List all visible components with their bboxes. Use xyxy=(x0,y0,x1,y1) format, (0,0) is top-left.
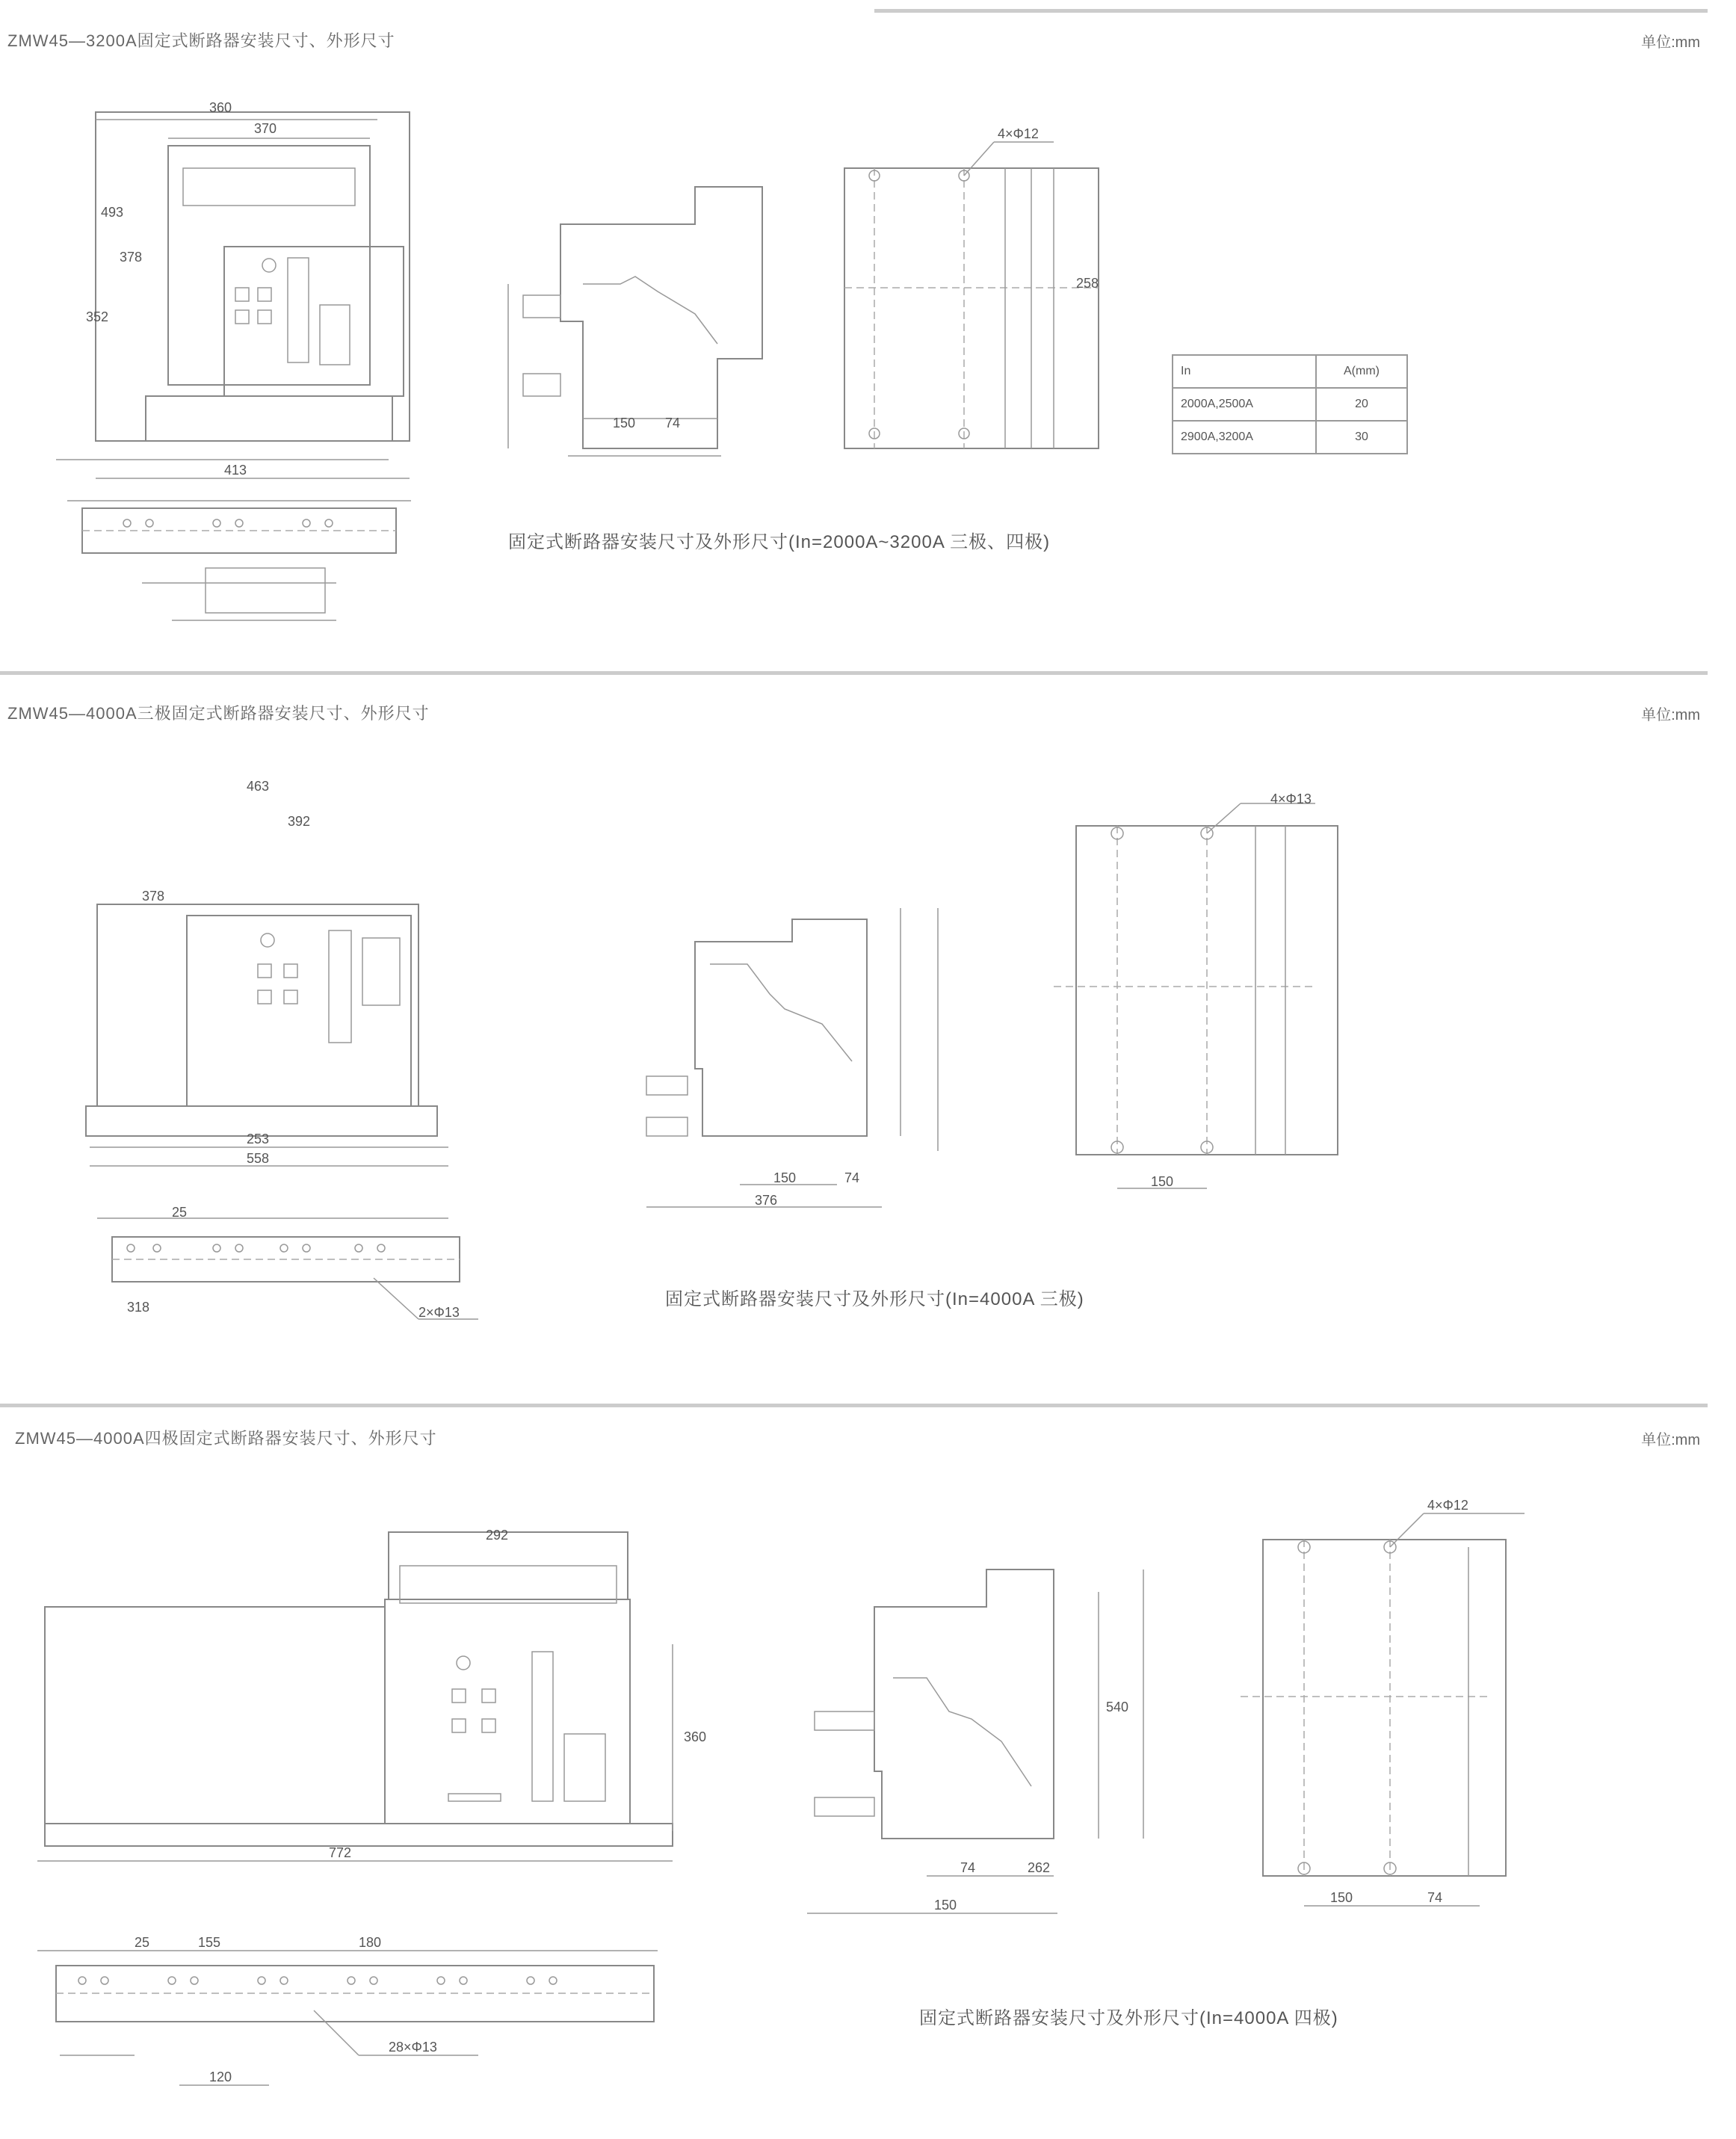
dim-label: 370 xyxy=(254,121,277,136)
dim-label: 4×Φ12 xyxy=(998,126,1039,141)
dim-label: 540 xyxy=(1106,1700,1129,1714)
section-2-unit: 单位:mm xyxy=(1641,707,1700,723)
dim-label: 392 xyxy=(288,814,311,829)
dim-label: 318 xyxy=(127,1300,150,1315)
dim-label: 155 xyxy=(198,1935,221,1950)
s1-side-view xyxy=(508,187,762,456)
dim-label: 2×Φ13 xyxy=(418,1305,460,1320)
dim-label: 150 xyxy=(1330,1890,1353,1905)
dim-label: 74 xyxy=(844,1170,860,1185)
section-2-caption: 固定式断路器安装尺寸及外形尺寸(In=4000A 三极) xyxy=(665,1289,1084,1309)
dim-label: 253 xyxy=(247,1132,270,1146)
dim-label: 150 xyxy=(934,1898,957,1913)
dim-label: 558 xyxy=(247,1151,270,1166)
dim-label: 4×Φ12 xyxy=(1427,1498,1468,1513)
s3-busbar-view xyxy=(37,1935,658,2085)
table-header-cell: In xyxy=(1173,355,1316,388)
dim-label: 413 xyxy=(224,463,247,478)
dim-label: 376 xyxy=(755,1193,778,1208)
table-cell: 2000A,2500A xyxy=(1173,388,1316,421)
section-1-title: ZMW45—3200A固定式断路器安装尺寸、外形尺寸 xyxy=(7,31,395,50)
dim-label: 25 xyxy=(172,1205,188,1220)
dim-label: 378 xyxy=(142,889,165,904)
dim-label: 292 xyxy=(486,1528,509,1543)
dim-label: 378 xyxy=(120,250,143,265)
s3-mounting-view xyxy=(1241,1498,1525,1906)
section-1-caption: 固定式断路器安装尺寸及外形尺寸(In=2000A~3200A 三极、四极) xyxy=(508,532,1051,552)
dim-label: 463 xyxy=(247,779,270,794)
dim-label: 150 xyxy=(613,416,636,430)
dim-label: 360 xyxy=(684,1729,707,1744)
table-header-cell: A(mm) xyxy=(1316,355,1407,388)
section-1-unit: 单位:mm xyxy=(1641,34,1700,51)
dim-label: 4×Φ13 xyxy=(1270,791,1312,806)
dim-label: 150 xyxy=(773,1170,797,1185)
dim-label: 493 xyxy=(101,205,124,220)
s2-mounting-view xyxy=(1054,791,1338,1189)
s1-mounting-view xyxy=(844,126,1099,448)
s2-side-view xyxy=(646,908,938,1208)
dim-label: 262 xyxy=(1028,1860,1051,1875)
dim-label: 74 xyxy=(960,1860,976,1875)
section-3-unit: 单位:mm xyxy=(1641,1432,1700,1448)
table-cell: 2900A,3200A xyxy=(1173,421,1316,454)
dim-label: 352 xyxy=(86,309,109,324)
dim-label: 150 xyxy=(1151,1174,1174,1189)
s3-side-view xyxy=(807,1569,1143,1913)
s1-busbar-view xyxy=(67,501,411,620)
section-3-caption: 固定式断路器安装尺寸及外形尺寸(In=4000A 四极) xyxy=(919,2008,1338,2028)
dim-label: 772 xyxy=(329,1845,352,1860)
dim-label: 360 xyxy=(209,100,232,115)
section-2-title: ZMW45—4000A三极固定式断路器安装尺寸、外形尺寸 xyxy=(7,704,430,723)
s1-front-view xyxy=(56,100,410,478)
section-3-title: ZMW45—4000A四极固定式断路器安装尺寸、外形尺寸 xyxy=(15,1429,437,1448)
table-cell: 30 xyxy=(1316,421,1407,454)
dim-label: 28×Φ13 xyxy=(389,2040,437,2055)
s3-front-view xyxy=(37,1528,706,1861)
table-cell: 20 xyxy=(1316,388,1407,421)
dim-label: 258 xyxy=(1076,276,1099,291)
dim-label: 74 xyxy=(665,416,681,430)
s2-front-view xyxy=(86,779,448,1166)
s2-busbar-view xyxy=(97,1205,478,1320)
dim-label: 120 xyxy=(209,2069,232,2084)
dim-label: 180 xyxy=(359,1935,382,1950)
dim-label: 74 xyxy=(1427,1890,1443,1905)
dim-label: 25 xyxy=(135,1935,150,1950)
